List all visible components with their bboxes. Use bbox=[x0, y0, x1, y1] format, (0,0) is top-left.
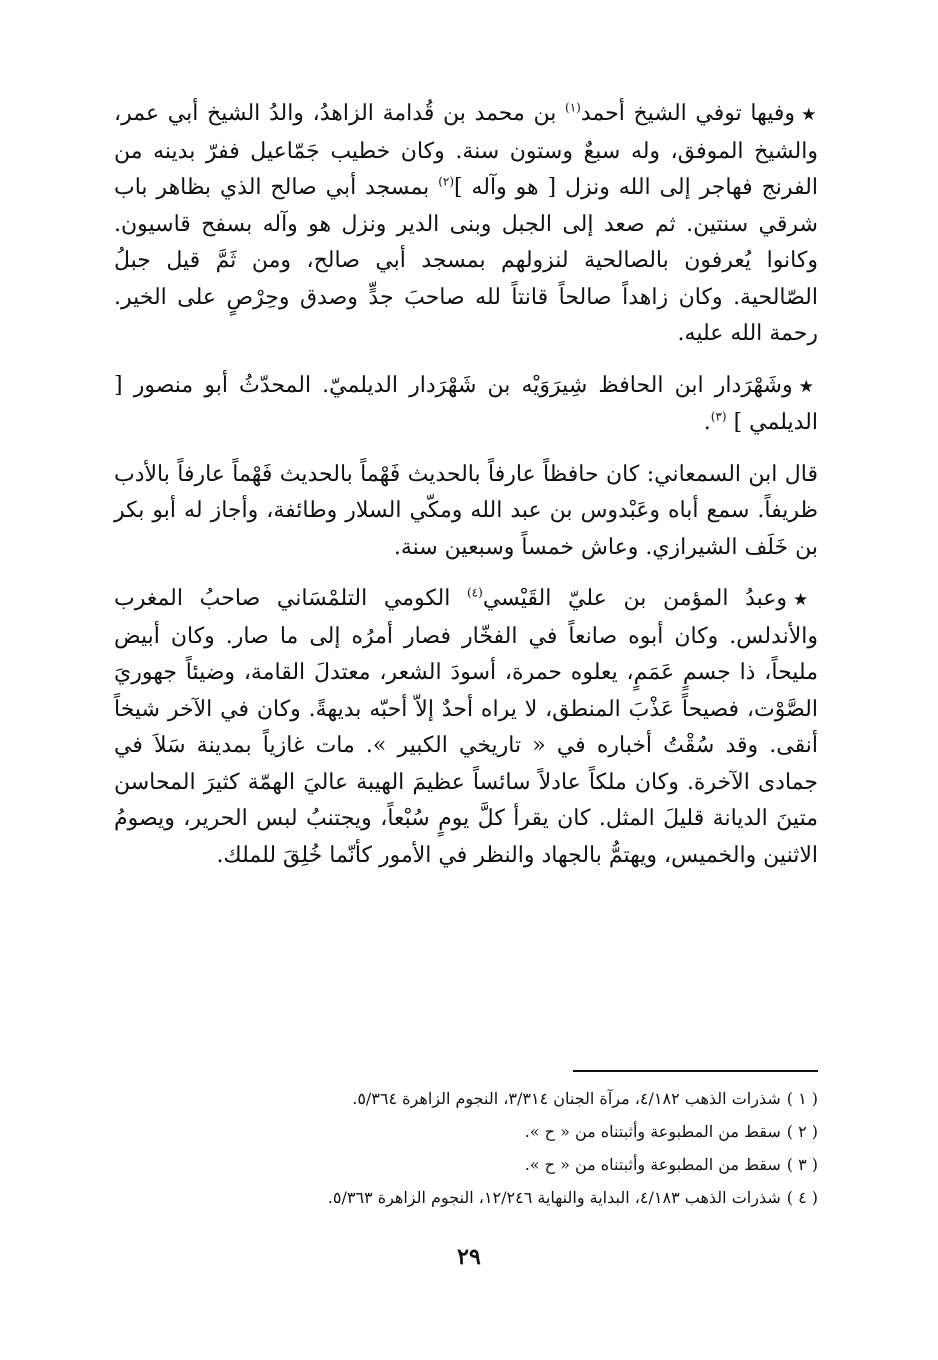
footnote-number: ( ٣ ) bbox=[786, 1155, 818, 1174]
footnote-text: سقط من المطبوعة وأثبتناه من « ح ». bbox=[524, 1155, 781, 1174]
paragraph-text: وعبدُ المؤمن بن عليّ القَيْسي bbox=[482, 586, 788, 611]
footnote-text: شذرات الذهب ٤/١٨٣، البداية والنهاية ١٢/٢٤٦، النجوم الزاهرة ٥/٣٦٣. bbox=[327, 1188, 781, 1207]
paragraph-text: . bbox=[703, 410, 711, 435]
page-number: ٢٩ bbox=[457, 1244, 481, 1270]
paragraph-abd-al-mumin bbox=[114, 581, 818, 874]
footnote-ref: (٣) bbox=[710, 409, 727, 424]
footnote-text: سقط من المطبوعة وأثبتناه من « ح ». bbox=[524, 1122, 781, 1141]
footnote-ref: (٢) bbox=[438, 174, 455, 189]
paragraph-text: بمسجد أبي صالح الذي بظاهر باب شرقي سنتين. ثم صعد إلى الجبل وبنى الدير ونزل هو وآله بسفح قاسيون. وكانوا يُعرفون بالصالحية لنزولهم بمسجد أبي صالح، ومن ثَمَّ قيل جبلُ الصّالحية. وكان زاهداً صالحاً قانتاً لله صاحبَ جدٍّ وصدق وحِرْصٍ على الخير. رحمة الله عليه. bbox=[114, 175, 818, 346]
paragraph-text: بن محمد بن قُدامة الزاهدُ، والدُ الشيخ أبي عمر، والشيخ الموفق، وله سبعٌ وستون سنة. وكان خطيب جَمّاعيل ففرّ بدينه من الفرنج فهاجر إلى الله ونزل [ هو وآله ] bbox=[114, 101, 818, 200]
star-icon: ★ bbox=[793, 590, 818, 610]
paragraph-shahrdar bbox=[114, 368, 818, 442]
footnote-ref: (٤) bbox=[466, 585, 483, 600]
footnote bbox=[114, 1115, 818, 1148]
paragraph-ibn-samani bbox=[114, 457, 818, 567]
paragraph-text: الكومي التلمْسَاني صاحبُ المغرب والأندلس. وكان أبوه صانعاً في الفخّار فصار أمرُه إلى ما صار. وكان أبيض مليحاً، ذا جسمٍ عَمَمٍ، يعلوه حمرة، أسودَ الشعر، معتدلَ القامة، وضيئاً جهوريَ الصَّوْت، فصيحاً عَذْبَ المنطق، لا يراه أحدٌ إلاّ أحبّه بديهةً. وكان في الآخر شيخاً أنقى. وقد سُقْتُ أخباره في « تاريخي الكبير ». مات غازياً بمدينة سَلاَ في جمادى الآخرة. وكان ملكاً عادلاً سائساً عظيمَ الهيبة عاليَ الهمّة كثيرَ المحاسن متينَ الديانة قليلَ المثل. كان يقرأ كلَّ يومٍ سُبْعاً، ويجتنبُ لبس الحرير، ويصومُ الاثنين والخميس، ويهتمُّ بالجهاد والنظر في الأمور كأنّما خُلِقَ للملك. bbox=[114, 586, 818, 868]
footnote-text: شذرات الذهب ٤/١٨٢، مرآة الجنان ٣/٣١٤، النجوم الزاهرة ٥/٣٦٤. bbox=[352, 1089, 781, 1108]
footnote-ref: (١) bbox=[565, 100, 581, 115]
footnote-number: ( ٢ ) bbox=[786, 1122, 818, 1141]
paragraph-text: قال ابن السمعاني: كان حافظاً عارفاً بالحديث فَهْماً بالحديث فَهْماً عارفاً بالأدب ظريفاً. سمع أباه وعَبْدوس بن عبد الله ومكّي السلار وطائفة، وأجاز له أبو بكر بن خَلَف الشيرازي. وعاش خمساً وسبعين سنة. bbox=[114, 461, 818, 560]
main-text bbox=[114, 96, 818, 874]
footnote-divider bbox=[573, 1070, 818, 1072]
footnotes bbox=[114, 1082, 818, 1214]
footnote bbox=[114, 1148, 818, 1181]
paragraph-ahmad-ibn-qudama bbox=[114, 96, 818, 353]
star-icon: ★ bbox=[798, 376, 818, 397]
footnote bbox=[114, 1082, 818, 1115]
paragraph-text: وشَهْرَدار ابن الحافظ شِيرَوَيْه بن شَهْرَدار الديلميّ. المحدّثُ أبو منصور [ الديلمي ] bbox=[114, 372, 818, 435]
paragraph-text: وفيها توفي الشيخ أحمد bbox=[580, 101, 796, 126]
footnote-number: ( ٤ ) bbox=[786, 1188, 818, 1207]
footnote bbox=[114, 1181, 818, 1214]
footnote-number: ( ١ ) bbox=[786, 1089, 818, 1108]
star-icon: ★ bbox=[801, 105, 818, 125]
